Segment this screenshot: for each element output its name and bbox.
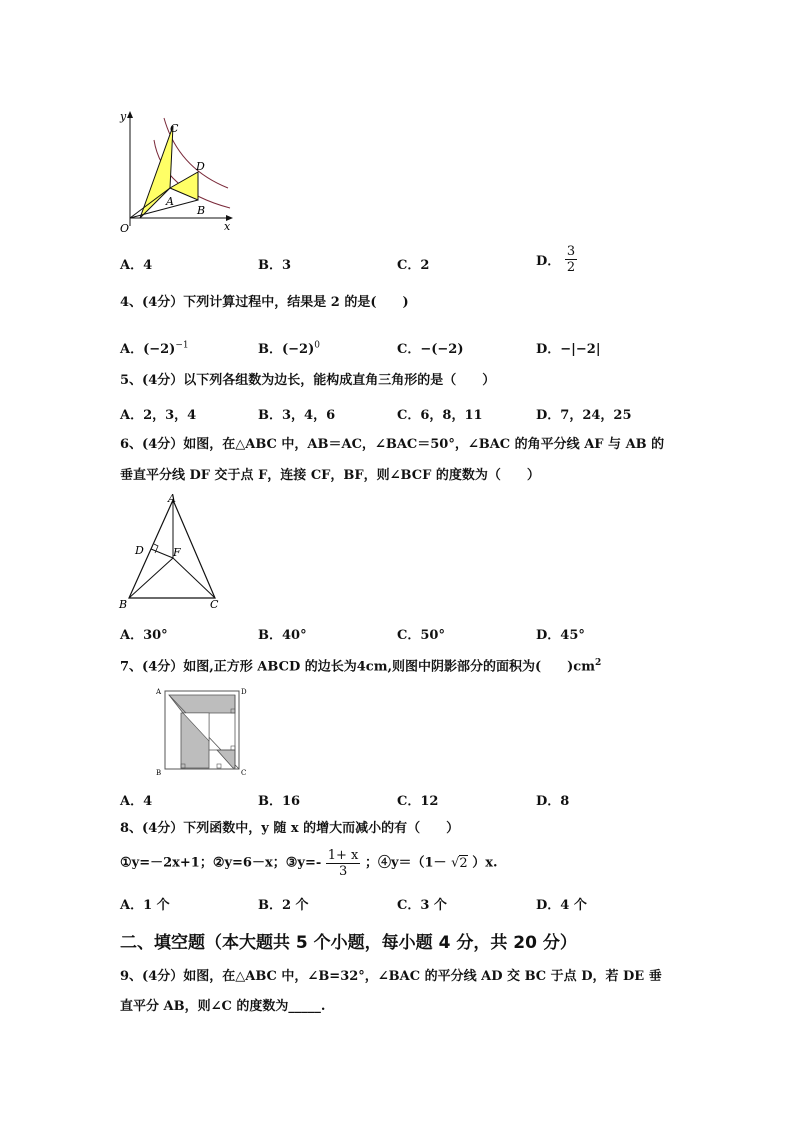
sqrt-radicand: 2 — [459, 855, 468, 871]
q6-stem-line2: 垂直平分线 DF 交于点 F，连接 CF，BF，则∠BCF 的度数为（ ） — [120, 468, 540, 483]
q8-option-c: C．3 个 — [397, 898, 447, 913]
label-a: A — [168, 492, 176, 505]
q8-functions-part4: ；④y＝（1－ — [364, 855, 447, 871]
q6-option-c: C．50° — [397, 628, 445, 643]
q7-stem-superscript: 2 — [594, 658, 602, 668]
q3-option-a: A．4 — [120, 258, 153, 273]
label-f: F — [173, 546, 181, 559]
q4-stem: 4、(4分）下列计算过程中，结果是 2 的是( ) — [120, 295, 409, 310]
q8-functions-part5: ）x. — [472, 855, 498, 871]
q9-stem-line1: 9、(4分）如图，在△ABC 中，∠B=32°，∠BAC 的平分线 AD 交 BC 于点 D，若 DE 垂 — [120, 969, 662, 984]
shaded-top — [169, 695, 235, 713]
right-angle-mark-4 — [217, 764, 221, 768]
q3-option-d-fraction — [565, 244, 577, 275]
label-c: C — [241, 769, 247, 777]
q4-option-a-exponent: −1 — [175, 340, 189, 351]
sqrt-symbol: √2 — [451, 855, 468, 871]
q3-option-b: B．3 — [258, 258, 292, 273]
q6-option-b: B．40° — [258, 628, 307, 643]
q8-functions — [120, 848, 497, 879]
q4-option-a-text: A．(−2) — [120, 342, 176, 357]
label-y: y — [120, 110, 127, 123]
q8-functions-part1: ①y=－2x+1；②y=6－x；③y=- — [120, 855, 322, 871]
q4-option-b — [258, 338, 320, 357]
right-angle-mark-3 — [231, 746, 235, 750]
section-2-heading: 二、填空题（本大题共 5 个小题，每小题 4 分，共 20 分） — [120, 933, 577, 953]
q7-figure — [155, 686, 255, 778]
label-d: D — [196, 160, 205, 173]
q7-option-c: C．12 — [397, 794, 439, 809]
label-d: D — [241, 688, 247, 696]
q7-option-b: B．16 — [258, 794, 301, 809]
label-b: B — [197, 204, 206, 217]
q7-stem-text: 7、(4分）如图,正方形 ABCD 的边长为4cm,则图中阴影部分的面积为( )cm — [120, 659, 595, 675]
q5-option-c: C．6，8，11 — [397, 408, 483, 423]
fraction-numerator: 3 — [566, 244, 576, 259]
label-b: B — [119, 598, 128, 611]
label-x: x — [224, 220, 231, 233]
q4-option-d: D．−|−2| — [536, 342, 601, 357]
fraction-numerator: 1+ x — [327, 848, 359, 863]
label-a: A — [156, 688, 162, 696]
q6-stem-line1: 6、(4分）如图，在△ABC 中，AB＝AC，∠BAC＝50°，∠BAC 的角平分线 AF 与 AB 的 — [120, 437, 665, 452]
q3-option-c: C．2 — [397, 258, 430, 273]
q5-stem: 5、(4分）以下列各组数为边长，能构成直角三角形的是（ ） — [120, 373, 496, 388]
q8-option-d: D．4 个 — [536, 898, 587, 913]
fraction-denominator: 2 — [566, 260, 576, 275]
q3-figure — [118, 108, 243, 238]
q3-option-d — [536, 244, 577, 275]
q7-option-a: A．4 — [120, 794, 153, 809]
q4-option-b-text: B．(−2) — [258, 342, 315, 357]
label-b: B — [156, 769, 162, 777]
label-o: O — [120, 222, 130, 235]
segment-cf — [173, 558, 215, 598]
label-a: A — [166, 195, 174, 208]
q8-option-a: A．1 个 — [120, 898, 170, 913]
shaded-small — [217, 750, 235, 768]
q5-option-d: D．7，24，25 — [536, 408, 632, 423]
q4-option-a — [120, 338, 189, 357]
q5-option-b: B．3，4，6 — [258, 408, 336, 423]
q7-option-d: D．8 — [536, 794, 570, 809]
label-c: C — [170, 122, 179, 135]
segment-bf — [129, 558, 173, 598]
q9-stem-line2: 直平分 AB，则∠C 的度数为_____. — [120, 999, 326, 1014]
q6-figure — [115, 492, 230, 614]
segment-ob — [130, 200, 198, 218]
q6-option-d: D．45° — [536, 628, 585, 643]
q3-option-d-prefix: D． — [536, 254, 561, 269]
q4-option-c: C．−(−2) — [397, 342, 464, 357]
q8-fraction — [326, 848, 361, 879]
q6-option-a: A．30° — [120, 628, 168, 643]
q7-stem — [120, 654, 601, 676]
y-axis-arrow — [127, 111, 133, 118]
q4-option-b-exponent: 0 — [314, 340, 320, 351]
q8-option-b: B．2 个 — [258, 898, 309, 913]
q8-stem: 8、(4分）下列函数中，y 随 x 的增大而减小的有（ ） — [120, 821, 460, 836]
label-d: D — [135, 544, 144, 557]
shaded-triangle-adb — [170, 172, 198, 200]
segment-df — [151, 549, 173, 558]
q5-option-a: A．2，3，4 — [120, 408, 197, 423]
fraction-denominator: 3 — [338, 864, 348, 879]
label-c: C — [210, 598, 219, 611]
